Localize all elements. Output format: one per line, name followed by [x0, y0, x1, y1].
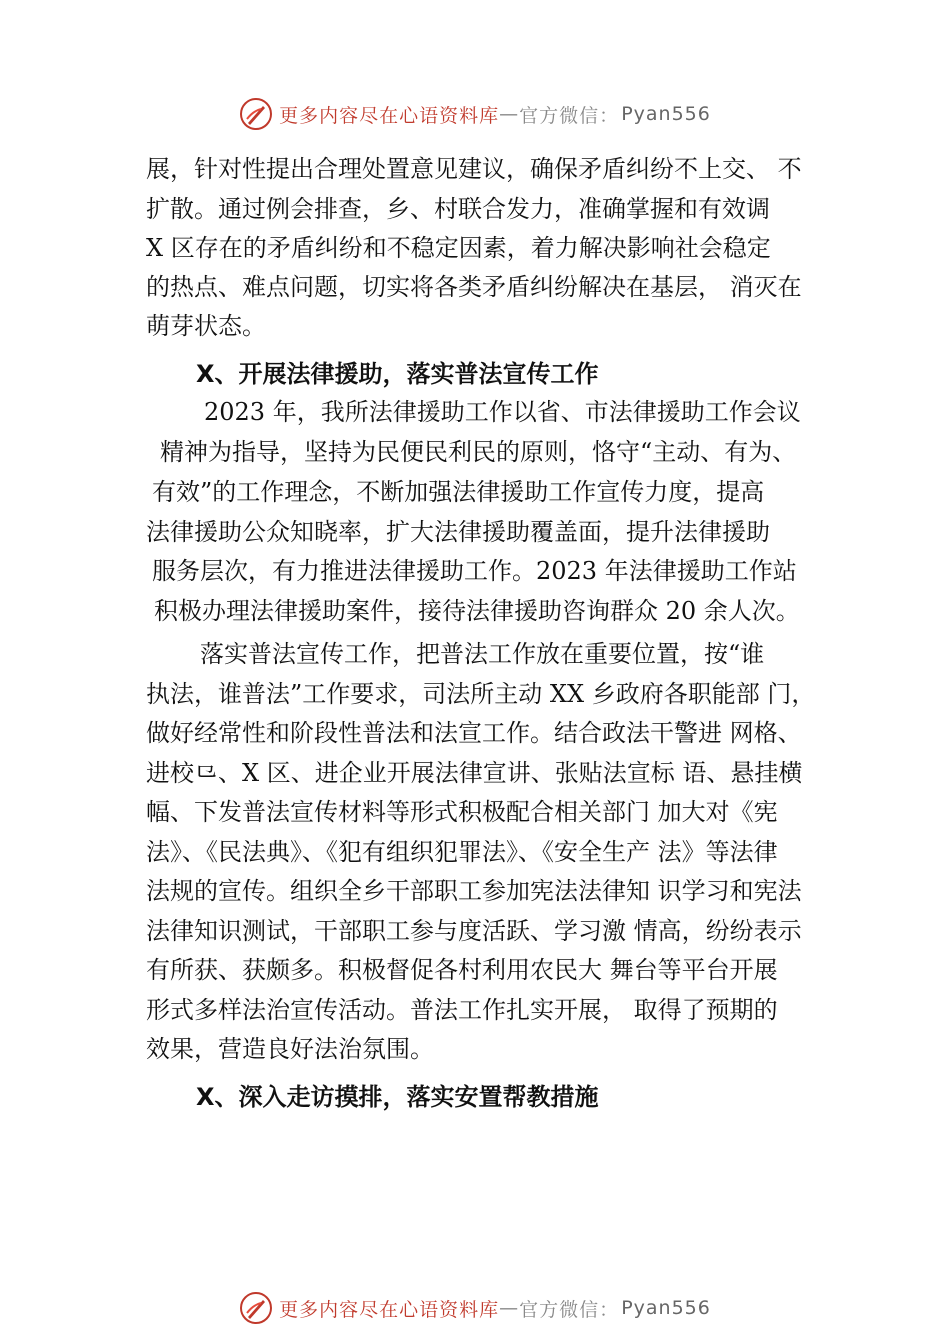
text-line: X 区存在的矛盾纠纷和不稳定因素，着力解决影响社会稳定 — [146, 234, 771, 262]
quill-logo-icon — [239, 1291, 273, 1325]
text-line: 进校⺋、X 区、进企业开展法律宣讲、张贴法宣标 语、悬挂横 — [146, 759, 803, 787]
text-line: 形式多样法治宣传活动。普法工作扎实开展， 取得了预期的 — [146, 996, 778, 1024]
banner-dash: — — [499, 1297, 520, 1319]
text-line: 执法，谁普法”工作要求，司法所主动 XX 乡政府各职能部 门， — [146, 680, 816, 708]
text-line: 有所获、获颇多。积极督促各村利用农民大 舞台等平台开展 — [146, 956, 778, 984]
text-line: 展，针对性提出合理处置意见建议，确保矛盾纠纷不上交、 不 — [146, 155, 802, 183]
banner-wechat-handle: Pyan556 — [621, 1297, 711, 1319]
text-line: 积极办理法律援助案件，接待法律援助咨询群众 20 余人次。 — [154, 597, 800, 625]
text-line: 效果，营造良好法治氛围。 — [146, 1035, 434, 1063]
banner-dash: — — [499, 103, 520, 125]
text-line: 法律知识测试，干部职工参与度活跃、学习激 情高，纷纷表示 — [146, 917, 802, 945]
text-line: 做好经常性和阶段性普法和法宣工作。结合政法干警进 网格、 — [146, 719, 802, 747]
footer-banner — [0, 1290, 950, 1326]
text-line: 法》、《民法典》、《犯有组织犯罪法》、《安全生产 法》等法律 — [146, 838, 778, 866]
header-banner — [0, 96, 950, 132]
text-line: 幅、下发普法宣传材料等形式积极配合相关部门 加大对《宪 — [146, 798, 778, 826]
banner-wechat-label: 官方微信： — [519, 104, 620, 127]
text-line: 落实普法宣传工作，把普法工作放在重要位置，按“谁 — [200, 640, 765, 668]
quill-logo-icon — [239, 97, 273, 131]
text-line: 的热点、难点问题，切实将各类矛盾纠纷解决在基层， 消灭在 — [146, 273, 802, 301]
text-line: 扩散。通过例会排查，乡、村联合发力，准确掌握和有效调 — [146, 195, 770, 223]
section-heading-legal-aid: X、开展法律援助，落实普法宣传工作 — [196, 360, 599, 388]
banner-title: 更多内容尽在心语资料库 — [279, 1298, 500, 1321]
text-line: 精神为指导，坚持为民便民利民的原则，恪守“主动、有为、 — [160, 438, 797, 466]
text-line: 2023 年，我所法律援助工作以省、市法律援助工作会议 — [204, 398, 801, 426]
text-line: 服务层次，有力推进法律援助工作。2023 年法律援助工作站 — [152, 557, 797, 585]
text-line: 有效”的工作理念，不断加强法律援助工作宣传力度，提高 — [152, 478, 765, 506]
text-line: 萌芽状态。 — [146, 312, 266, 340]
section-heading-resettlement: X、深入走访摸排，落实安置帮教措施 — [196, 1083, 599, 1111]
banner-wechat-label: 官方微信： — [519, 1298, 620, 1321]
text-line: 法律援助公众知晓率，扩大法律援助覆盖面，提升法律援助 — [146, 518, 770, 546]
banner-title: 更多内容尽在心语资料库 — [279, 104, 500, 127]
banner-wechat-handle: Pyan556 — [621, 103, 711, 125]
text-line: 法规的宣传。组织全乡干部职工参加宪法法律知 识学习和宪法 — [146, 877, 802, 905]
